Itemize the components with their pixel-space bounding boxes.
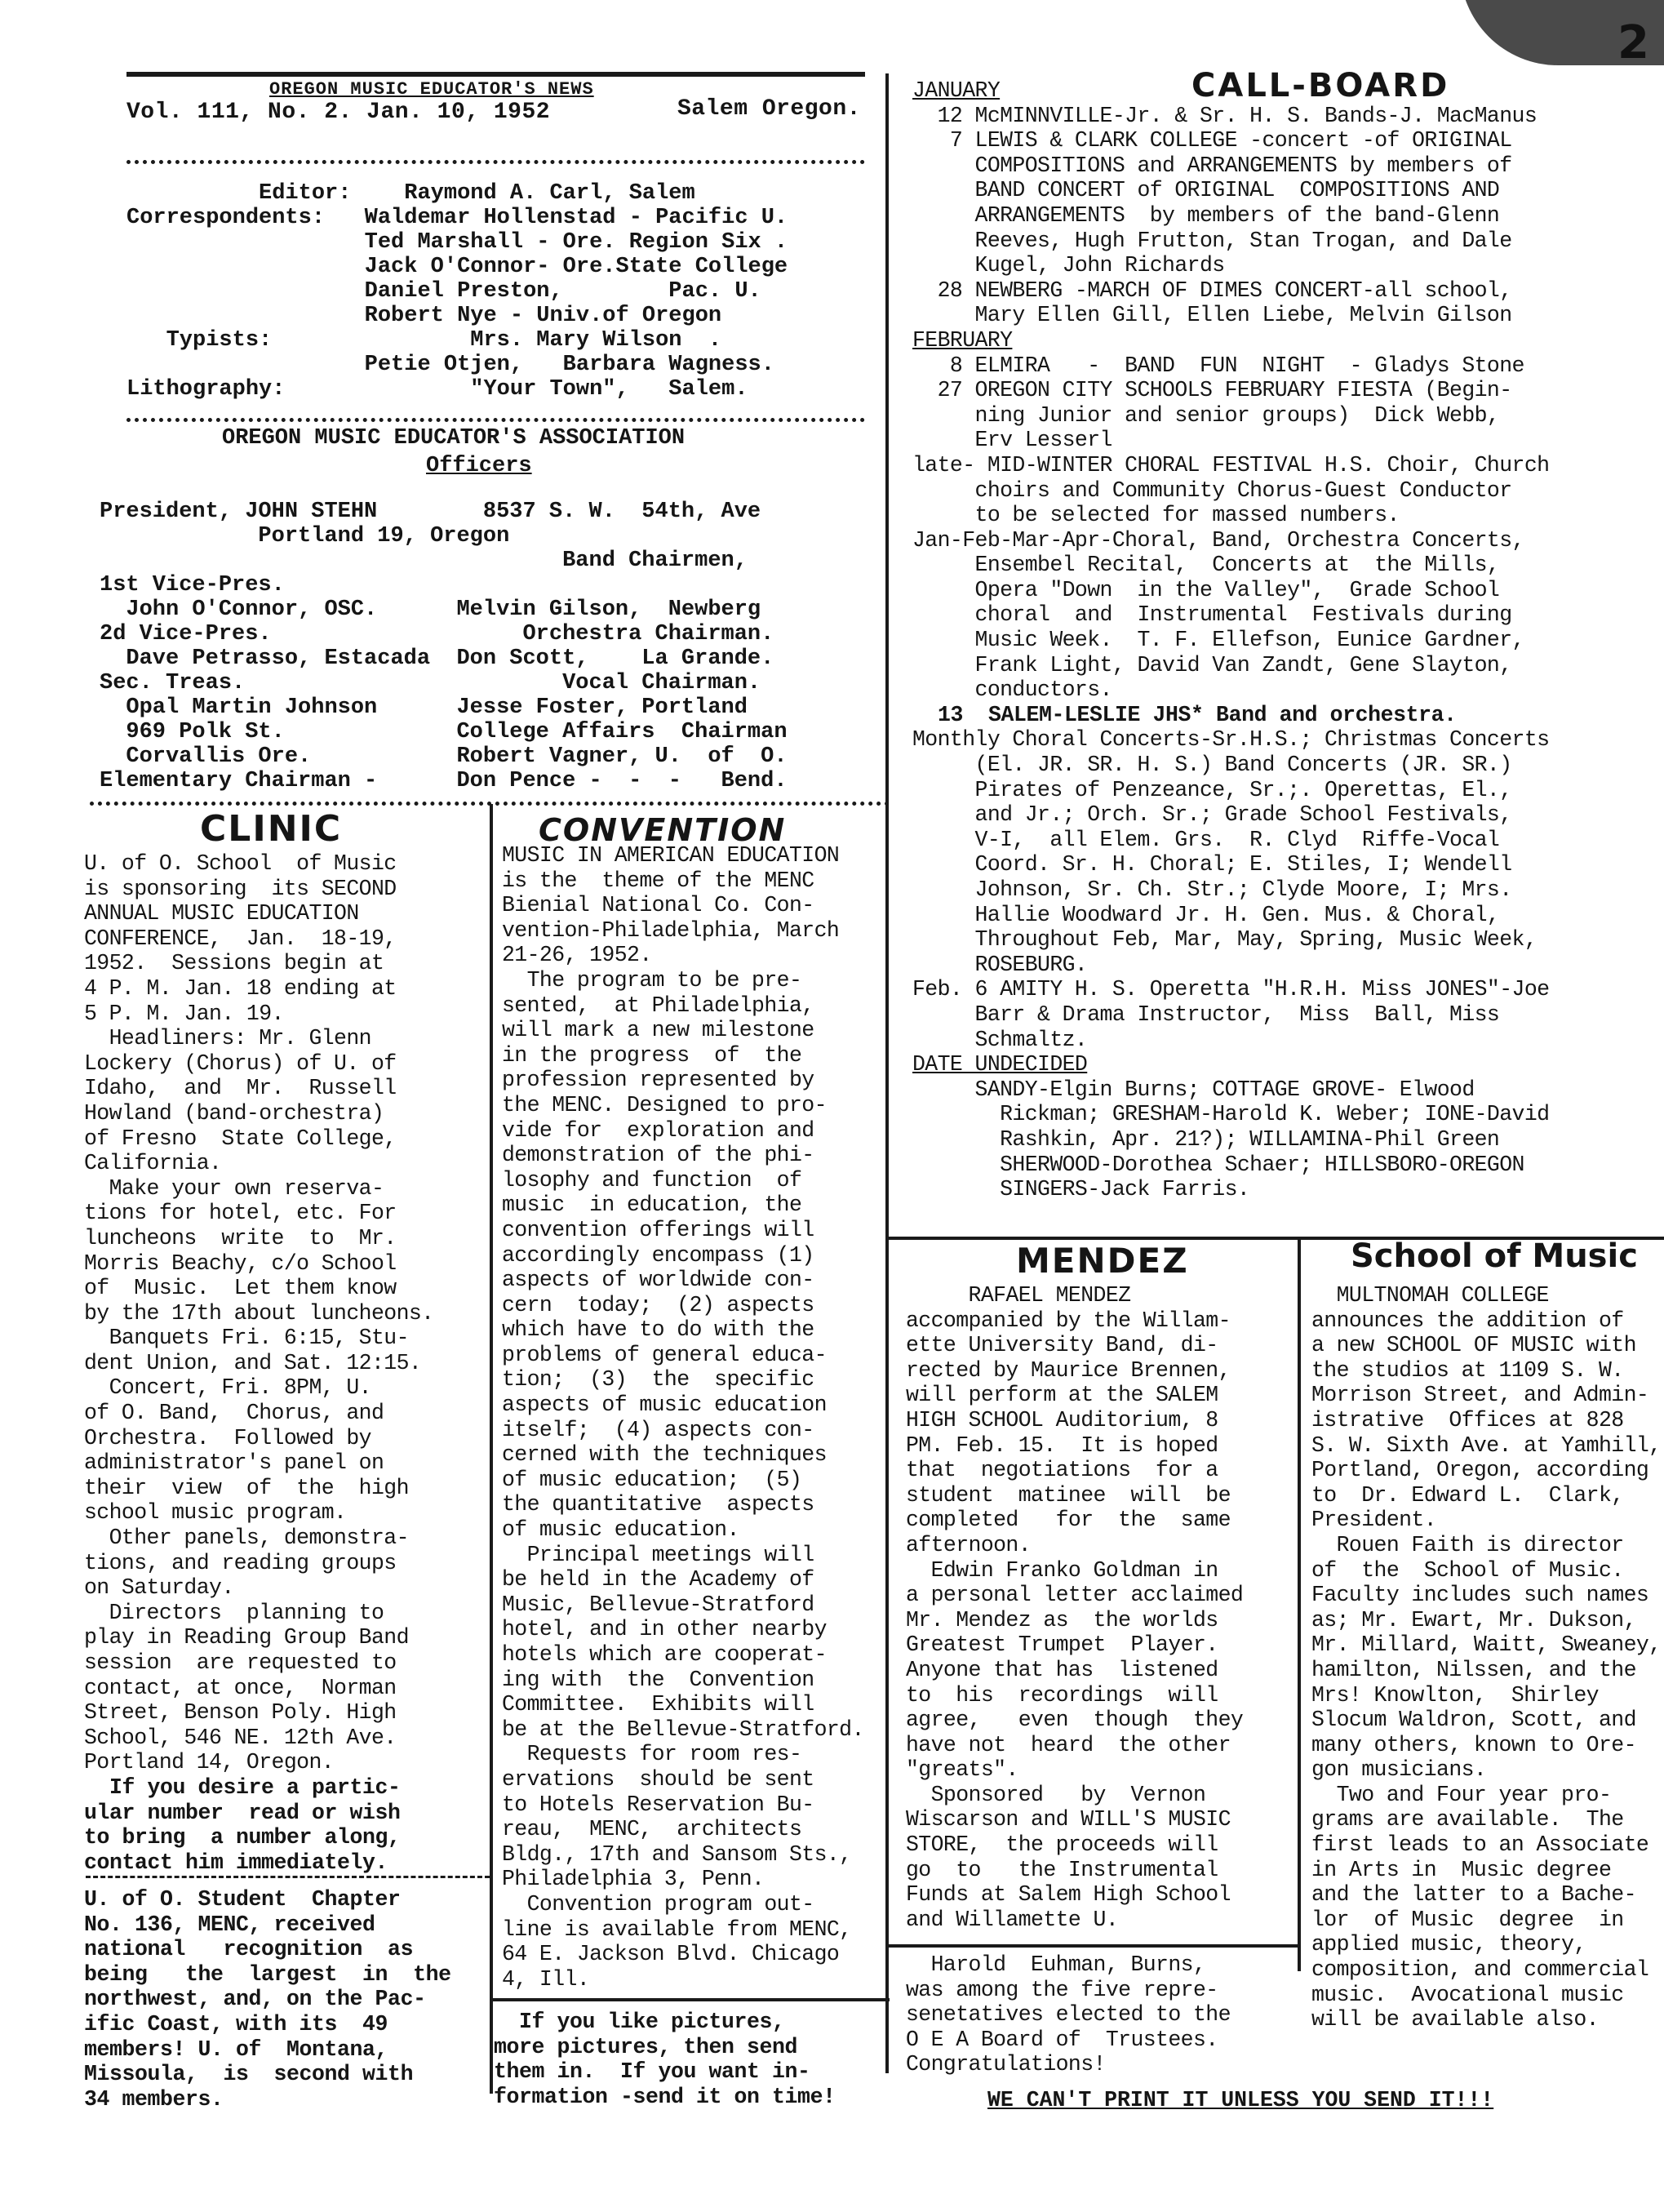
mendez-line: RAFAEL MENDEZ <box>906 1283 1131 1308</box>
clinic-line: play in Reading Group Band <box>84 1625 409 1650</box>
mendez-line: and Willamette U. <box>906 1907 1119 1932</box>
callboard-line: choral and Instrumental Festivals during <box>912 602 1512 628</box>
convention-line: the MENC. Designed to pro- <box>502 1092 827 1117</box>
school-line: gon musicians. <box>1311 1757 1487 1783</box>
clinic-line: Headliners: Mr. Glenn <box>84 1026 371 1051</box>
school-line: lor of Music degree in <box>1311 1907 1624 1932</box>
chapter-line: U. of O. Student Chapter <box>84 1887 401 1912</box>
mendez-line: HIGH SCHOOL Auditorium, 8 <box>906 1407 1218 1432</box>
callboard-line: Mary Ellen Gill, Ellen Liebe, Melvin Gilson <box>912 303 1512 328</box>
staff-line: Lithography: "Your Town", Salem. <box>126 377 748 402</box>
convention-line: The program to be pre- <box>502 967 802 993</box>
mendez-line: ette University Band, di- <box>906 1333 1218 1358</box>
chapter-line: northwest, and, on the Pac- <box>84 1987 426 2012</box>
clinic-line: U. of O. School of Music <box>84 851 397 876</box>
school-line: Mr. Millard, Waitt, Sweaney, <box>1311 1632 1662 1658</box>
convention-line: aspects of music education <box>502 1392 827 1418</box>
clinic-line: tions, and reading groups <box>84 1550 397 1575</box>
mendez-line: Anyone that has listened <box>906 1657 1218 1682</box>
staff-line: Correspondents: Waldemar Hollenstad - Pacific U. <box>126 206 788 230</box>
mendez-line: PM. Feb. 15. It is hoped <box>906 1432 1218 1458</box>
callboard-line: Frank Light, David Van Zandt, Gene Slayton, <box>912 652 1512 677</box>
callboard-line: ROSEBURG. <box>912 952 1088 977</box>
right-column-rule <box>1298 1237 1301 1971</box>
masthead-dotted-rule <box>126 160 865 164</box>
callboard-line: Reeves, Hugh Frutton, Stan Trogan, and Dale <box>912 228 1512 253</box>
footer-slogan: WE CAN'T PRINT IT UNLESS YOU SEND IT!!! <box>987 2088 1494 2112</box>
pictures-line: If you like pictures, <box>494 2010 785 2034</box>
school-line: the studios at 1109 S. W. <box>1311 1357 1624 1383</box>
clinic-line: Howland (band-orchestra) <box>84 1100 384 1126</box>
callboard-line: 7 LEWIS & CLARK COLLEGE -concert -of ORIGINAL <box>912 128 1512 153</box>
clinic-line: If you desire a partic- <box>84 1774 401 1800</box>
callboard-line: BAND CONCERT of ORIGINAL COMPOSITIONS AND <box>912 178 1500 203</box>
callboard-line: Erv Lesserl <box>912 428 1112 453</box>
mendez-line: to his recordings will <box>906 1682 1218 1708</box>
callboard-line: Music Week. T. F. Ellefson, Eunice Gardner, <box>912 628 1524 653</box>
euhman-line: senetatives elected to the <box>906 2002 1231 2028</box>
clinic-line: by the 17th about luncheons. <box>84 1300 434 1326</box>
convention-line: be held in the Academy of <box>502 1567 814 1592</box>
mendez-line: Mr. Mendez as the worlds <box>906 1607 1218 1632</box>
callboard-date-undecided: DATE UNDECIDED <box>912 1052 1088 1077</box>
school-line: S. W. Sixth Ave. at Yamhill, <box>1311 1432 1662 1458</box>
school-line: MULTNOMAH COLLEGE <box>1311 1283 1549 1308</box>
school-of-music-heading: School of Music <box>1351 1237 1638 1275</box>
convention-line: will mark a new milestone <box>502 1018 814 1043</box>
convention-line: cern today; (2) aspects <box>502 1292 814 1317</box>
callboard-line: 13 SALEM-LESLIE JHS* Band and orchestra. <box>912 702 1457 727</box>
convention-line: Convention program out- <box>502 1891 814 1917</box>
clinic-heading: CLINIC <box>200 808 343 850</box>
school-line: Portland, Oregon, according <box>1311 1458 1649 1483</box>
convention-line: tion; (3) the specific <box>502 1367 814 1392</box>
callboard-line: Feb. 6 AMITY H. S. Operetta "H.R.H. Miss JONES"-Joe <box>912 977 1550 1002</box>
chapter-line: national recognition as <box>84 1937 414 1962</box>
clinic-line: Portland 14, Oregon. <box>84 1750 335 1775</box>
clinic-line: 4 P. M. Jan. 18 ending at <box>84 975 397 1001</box>
chapter-line: members! U. of Montana, <box>84 2037 388 2062</box>
mendez-line: student matinee will be <box>906 1482 1231 1508</box>
callboard-heading: CALL-BOARD <box>1191 67 1450 104</box>
clinic-line: Other panels, demonstra- <box>84 1526 409 1551</box>
euhman-article <box>906 1952 1298 2077</box>
clinic-line: Concert, Fri. 8PM, U. <box>84 1375 371 1401</box>
officer-line: 1st Vice-Pres. <box>100 573 285 597</box>
officers-list <box>100 500 788 793</box>
clinic-line: to bring a number along, <box>84 1825 401 1850</box>
staff-line: Robert Nye - Univ.of Oregon <box>126 304 722 328</box>
callboard-line: Hallie Woodward Jr. H. Gen. Mus. & Choral, <box>912 902 1500 927</box>
convention-line: Committee. Exhibits will <box>502 1692 814 1717</box>
callboard-line: 12 McMINNVILLE-Jr. & Sr. H. S. Bands-J. MacManus <box>912 103 1538 128</box>
convention-line: the quantitative aspects <box>502 1492 814 1517</box>
clinic-article <box>84 851 488 1875</box>
staff-line: Daniel Preston, Pac. U. <box>126 279 761 304</box>
clinic-line: administrator's panel on <box>84 1450 384 1476</box>
mendez-article <box>906 1283 1296 1932</box>
convention-line: which have to do with the <box>502 1317 814 1343</box>
school-line: Rouen Faith is director <box>1311 1532 1624 1557</box>
center-column-rule <box>885 73 889 2073</box>
chapter-line: being the largest in the <box>84 1961 451 1987</box>
convention-line: be at the Bellevue-Stratford. <box>502 1717 864 1742</box>
callboard-line: (El. JR. SR. H. S.) Band Concerts (JR. SR.) <box>912 753 1512 778</box>
callboard-month-january: JANUARY <box>912 78 1001 103</box>
convention-line: accordingly encompass (1) <box>502 1242 814 1268</box>
pictures-line: them in. If you want in- <box>494 2059 810 2085</box>
association-name: OREGON MUSIC EDUCATOR'S ASSOCIATION <box>222 426 686 451</box>
school-line: applied music, theory, <box>1311 1932 1586 1957</box>
clinic-line: on Saturday. <box>84 1575 234 1601</box>
convention-line: to Hotels Reservation Bu- <box>502 1792 814 1817</box>
callboard-line: Throughout Feb, Mar, May, Spring, Music Week, <box>912 927 1538 953</box>
staff-list <box>126 181 788 402</box>
convention-article <box>502 843 885 1992</box>
mendez-line: Edwin Franko Goldman in <box>906 1557 1218 1583</box>
convention-line: problems of general educa- <box>502 1342 827 1367</box>
callboard-line: Schmaltz. <box>912 1027 1088 1052</box>
convention-heading: CONVENTION <box>539 812 787 848</box>
clinic-line: Directors planning to <box>84 1600 384 1625</box>
staff-line: Ted Marshall - Ore. Region Six . <box>126 230 788 255</box>
school-line: to Dr. Edward L. Clark, <box>1311 1482 1624 1508</box>
pictures-divider <box>490 1998 890 2001</box>
officer-line: Band Chairmen, <box>100 549 748 573</box>
staff-line: Petie Otjen, Barbara Wagness. <box>126 353 774 377</box>
callboard-line: conductors. <box>912 677 1112 703</box>
clinic-line: contact, at once, Norman <box>84 1675 397 1700</box>
clinic-line: of Fresno State College, <box>84 1126 397 1151</box>
mendez-line: afternoon. <box>906 1532 1032 1557</box>
mendez-line: "greats". <box>906 1757 1018 1783</box>
masthead-volume: Vol. 111, No. 2. Jan. 10, 1952 <box>126 100 551 125</box>
convention-line: of music education; (5) <box>502 1467 802 1492</box>
callboard-list <box>912 78 1659 1202</box>
school-line: music. Avocational music <box>1311 1982 1624 2007</box>
callboard-line: Barr & Drama Instructor, Miss Ball, Miss <box>912 1002 1500 1027</box>
clinic-line: session are requested to <box>84 1650 397 1675</box>
school-line: Morrison Street, and Admin- <box>1311 1383 1649 1408</box>
clinic-line: Lockery (Chorus) of U. of <box>84 1050 397 1076</box>
convention-line: Bienial National Co. Con- <box>502 893 814 918</box>
clinic-line: is sponsoring its SECOND <box>84 876 397 901</box>
school-line: Two and Four year pro- <box>1311 1782 1612 1807</box>
officer-line: Dave Petrasso, Estacada Don Scott, La Grande. <box>100 646 774 671</box>
mendez-line: STORE, the proceeds will <box>906 1832 1218 1858</box>
clinic-line: school music program. <box>84 1500 347 1526</box>
callboard-line: Opera "Down in the Valley", Grade School <box>912 577 1500 602</box>
euhman-line: Congratulations! <box>906 2052 1106 2077</box>
callboard-line: V-I, all Elem. Grs. R. Clyd Riffe-Vocal <box>912 827 1500 852</box>
mendez-line: go to the Instrumental <box>906 1857 1218 1882</box>
euhman-line: was among the five repre- <box>906 1977 1218 2002</box>
mendez-line: accompanied by the Willam- <box>906 1308 1231 1333</box>
mendez-line: agree, even though they <box>906 1708 1244 1733</box>
chapter-line: Missoula, is second with <box>84 2062 414 2087</box>
clinic-line: contact him immediately. <box>84 1850 388 1875</box>
school-line: composition, and commercial <box>1311 1957 1649 1983</box>
officer-line: Sec. Treas. Vocal Chairman. <box>100 671 761 695</box>
clinic-line: luncheons write to Mr. <box>84 1225 397 1250</box>
officer-line: Corvallis Ore. Robert Vagner, U. of O. <box>100 744 788 769</box>
callboard-line: late- MID-WINTER CHORAL FESTIVAL H.S. Choir, Church <box>912 452 1550 477</box>
staff-dotted-rule <box>126 418 865 422</box>
officer-line: John O'Connor, OSC. Melvin Gilson, Newberg <box>100 597 761 622</box>
clinic-line: of O. Band, Chorus, and <box>84 1401 384 1426</box>
mendez-heading: MENDEZ <box>1016 1241 1189 1281</box>
convention-line: ervations should be sent <box>502 1766 814 1792</box>
school-line: will be available also. <box>1311 2007 1599 2032</box>
school-of-music-article <box>1311 1283 1662 2032</box>
callboard-line: Monthly Choral Concerts-Sr.H.S.; Christmas Concerts <box>912 727 1550 753</box>
officer-line: Portland 19, Oregon <box>100 524 510 549</box>
convention-line: hotels which are cooperat- <box>502 1642 827 1667</box>
school-line: grams are available. The <box>1311 1807 1624 1832</box>
callboard-line: Rashkin, Apr. 21?); WILLAMINA-Phil Green <box>912 1126 1500 1152</box>
school-line: as; Mr. Ewart, Mr. Dukson, <box>1311 1607 1636 1632</box>
convention-line: Requests for room res- <box>502 1742 802 1767</box>
staff-line: Jack O'Connor- Ore.State College <box>126 255 788 279</box>
pictures-notice <box>494 2010 898 2109</box>
convention-line: 4, Ill. <box>502 1966 590 1992</box>
chapter-line: No. 136, MENC, received <box>84 1912 375 1937</box>
mendez-line: Sponsored by Vernon <box>906 1782 1206 1807</box>
staff-line: Typists: Mrs. Mary Wilson . <box>126 328 722 353</box>
school-line: President. <box>1311 1508 1437 1533</box>
convention-line: 21-26, 1952. <box>502 943 652 968</box>
officers-heading: Officers <box>426 454 532 478</box>
convention-line: demonstration of the phi- <box>502 1143 814 1168</box>
convention-line: profession represented by <box>502 1068 814 1093</box>
school-line: and the latter to a Bache- <box>1311 1882 1636 1908</box>
callboard-line: COMPOSITIONS and ARRANGEMENTS by members of <box>912 153 1512 178</box>
callboard-line: SHERWOOD-Dorothea Schaer; HILLSBORO-OREGON <box>912 1152 1524 1177</box>
convention-line: vide for exploration and <box>502 1117 814 1143</box>
callboard-line: Johnson, Sr. Ch. Str.; Clyde Moore, I; Mrs. <box>912 877 1512 902</box>
callboard-line: SINGERS-Jack Farris. <box>912 1177 1250 1202</box>
officer-line: 969 Polk St. College Affairs Chairman <box>100 720 788 744</box>
convention-line: reau, MENC, architects <box>502 1817 802 1842</box>
convention-line: losophy and function of <box>502 1167 802 1193</box>
mendez-line: completed for the same <box>906 1508 1231 1533</box>
masthead-rule <box>126 72 865 77</box>
school-line: in Arts in Music degree <box>1311 1857 1612 1882</box>
school-line: Slocum Waldron, Scott, and <box>1311 1708 1636 1733</box>
callboard-line: ning Junior and senior groups) Dick Webb, <box>912 402 1500 428</box>
staff-line: Editor: Raymond A. Carl, Salem <box>126 181 695 206</box>
callboard-line: Rickman; GRESHAM-Harold K. Weber; IONE-David <box>912 1102 1550 1127</box>
convention-line: music in education, the <box>502 1193 802 1218</box>
clinic-line: of Music. Let them know <box>84 1276 397 1301</box>
clinic-line: Make your own reserva- <box>84 1175 384 1201</box>
school-line: many others, known to Ore- <box>1311 1732 1636 1757</box>
mendez-bottom-rule <box>888 1944 1300 1948</box>
convention-line: in the progress of the <box>502 1042 802 1068</box>
clinic-line: Street, Benson Poly. High <box>84 1700 397 1726</box>
convention-line: MUSIC IN AMERICAN EDUCATION <box>502 843 840 868</box>
school-line: announces the addition of <box>1311 1308 1624 1333</box>
convention-line: vention-Philadelphia, March <box>502 917 840 943</box>
clinic-line: Orchestra. Followed by <box>84 1425 371 1450</box>
convention-line: Philadelphia 3, Penn. <box>502 1867 765 1892</box>
convention-line: aspects of worldwide con- <box>502 1268 814 1293</box>
chapter-line: ific Coast, with its 49 <box>84 2011 388 2037</box>
clinic-line: their view of the high <box>84 1475 409 1500</box>
clinic-line: ANNUAL MUSIC EDUCATION <box>84 901 359 926</box>
officer-line: 2d Vice-Pres. Orchestra Chairman. <box>100 622 774 646</box>
callboard-line: SANDY-Elgin Burns; COTTAGE GROVE- Elwood <box>912 1077 1475 1102</box>
masthead-place: Salem Oregon. <box>677 96 861 122</box>
officer-line: President, JOHN STEHN 8537 S. W. 54th, Ave <box>100 500 761 524</box>
callboard-line: ARRANGEMENTS by members of the band-Glenn <box>912 202 1500 228</box>
clinic-line: 5 P. M. Jan. 19. <box>84 1001 284 1026</box>
callboard-line: Ensembel Recital, Concerts at the Mills, <box>912 553 1500 578</box>
callboard-line: 27 OREGON CITY SCHOOLS FEBRUARY FIESTA (Begin- <box>912 378 1512 403</box>
clinic-line: 1952. Sessions begin at <box>84 951 384 976</box>
mendez-line: will perform at the SALEM <box>906 1383 1218 1408</box>
school-line: hamilton, Nilssen, and the <box>1311 1657 1636 1682</box>
convention-line: itself; (4) aspects con- <box>502 1417 814 1442</box>
school-line: of the School of Music. <box>1311 1557 1624 1583</box>
clinic-line: Banquets Fri. 6:15, Stu- <box>84 1326 409 1351</box>
pictures-line: more pictures, then send <box>494 2034 798 2059</box>
convention-line: hotel, and in other nearby <box>502 1617 827 1642</box>
euhman-line: O E A Board of Trustees. <box>906 2027 1218 2052</box>
callboard-month-february: FEBRUARY <box>912 327 1013 353</box>
callboard-line: to be selected for massed numbers. <box>912 503 1400 528</box>
convention-line: line is available from MENC, <box>502 1917 852 1942</box>
mendez-line: Funds at Salem High School <box>906 1882 1231 1908</box>
convention-line: Principal meetings will <box>502 1542 814 1567</box>
convention-line: is the theme of the MENC <box>502 868 814 893</box>
clinic-line: CONFERENCE, Jan. 18-19, <box>84 926 397 951</box>
mendez-line: Greatest Trumpet Player. <box>906 1632 1218 1658</box>
clinic-line: School, 546 NE. 12th Ave. <box>84 1725 397 1750</box>
callboard-line: Kugel, John Richards <box>912 253 1225 278</box>
clinic-line: dent Union, and Sat. 12:15. <box>84 1350 422 1375</box>
convention-line: Music, Bellevue-Stratford <box>502 1592 814 1617</box>
clinic-line: Morris Beachy, c/o School <box>84 1250 397 1276</box>
callboard-line: 8 ELMIRA - BAND FUN NIGHT - Gladys Stone <box>912 353 1524 378</box>
school-line: Mrs! Knowlton, Shirley <box>1311 1682 1599 1708</box>
convention-line: sented, at Philadelphia, <box>502 993 814 1018</box>
callboard-line: choirs and Community Chorus-Guest Conductor <box>912 477 1512 503</box>
mendez-line: that negotiations for a <box>906 1458 1218 1483</box>
convention-line: 64 E. Jackson Blvd. Chicago <box>502 1942 840 1967</box>
callboard-line: and Jr.; Orch. Sr.; Grade School Festivals, <box>912 802 1512 828</box>
mendez-line: rected by Maurice Brennen, <box>906 1357 1231 1383</box>
callboard-line: 28 NEWBERG -MARCH OF DIMES CONCERT-all school, <box>912 278 1512 303</box>
callboard-line: Jan-Feb-Mar-Apr-Choral, Band, Orchestra Concerts, <box>912 527 1524 553</box>
page-number: 2 <box>1617 16 1649 69</box>
officer-line: Opal Martin Johnson Jesse Foster, Portland <box>100 695 748 720</box>
masthead-title: OREGON MUSIC EDUCATOR'S NEWS <box>269 79 594 100</box>
school-line: first leads to an Associate <box>1311 1832 1649 1858</box>
convention-line: cerned with the techniques <box>502 1442 827 1468</box>
mendez-line: a personal letter acclaimed <box>906 1583 1244 1608</box>
student-chapter-article <box>84 1887 488 2112</box>
left-column-rule <box>490 804 493 2094</box>
convention-line: Bldg., 17th and Sansom Sts., <box>502 1841 852 1867</box>
school-line: a new SCHOOL OF MUSIC with <box>1311 1333 1636 1358</box>
clinic-divider <box>86 1876 490 1878</box>
convention-line: ing with the Convention <box>502 1667 814 1692</box>
euhman-line: Harold Euhman, Burns, <box>906 1952 1206 1977</box>
callboard-line: Pirates of Penzeance, Sr.;. Operettas, El., <box>912 777 1512 802</box>
clinic-line: ular number read or wish <box>84 1800 401 1825</box>
pictures-line: formation -send it on time! <box>494 2084 836 2109</box>
callboard-line: Coord. Sr. H. Choral; E. Stiles, I; Wendell <box>912 852 1512 877</box>
convention-line: convention offerings will <box>502 1217 814 1242</box>
chapter-line: 34 members. <box>84 2086 224 2112</box>
school-line: Faculty includes such names <box>1311 1583 1649 1608</box>
mendez-line: Wiscarson and WILL'S MUSIC <box>906 1807 1231 1832</box>
school-line: istrative Offices at 828 <box>1311 1407 1624 1432</box>
convention-line: of music education. <box>502 1517 739 1543</box>
clinic-line: Idaho, and Mr. Russell <box>84 1076 397 1101</box>
clinic-line: tions for hotel, etc. For <box>84 1201 397 1226</box>
clinic-line: California. <box>84 1151 222 1176</box>
officer-line: Elementary Chairman - Don Pence - - - Bend. <box>100 769 788 793</box>
mendez-line: have not heard the other <box>906 1732 1231 1757</box>
